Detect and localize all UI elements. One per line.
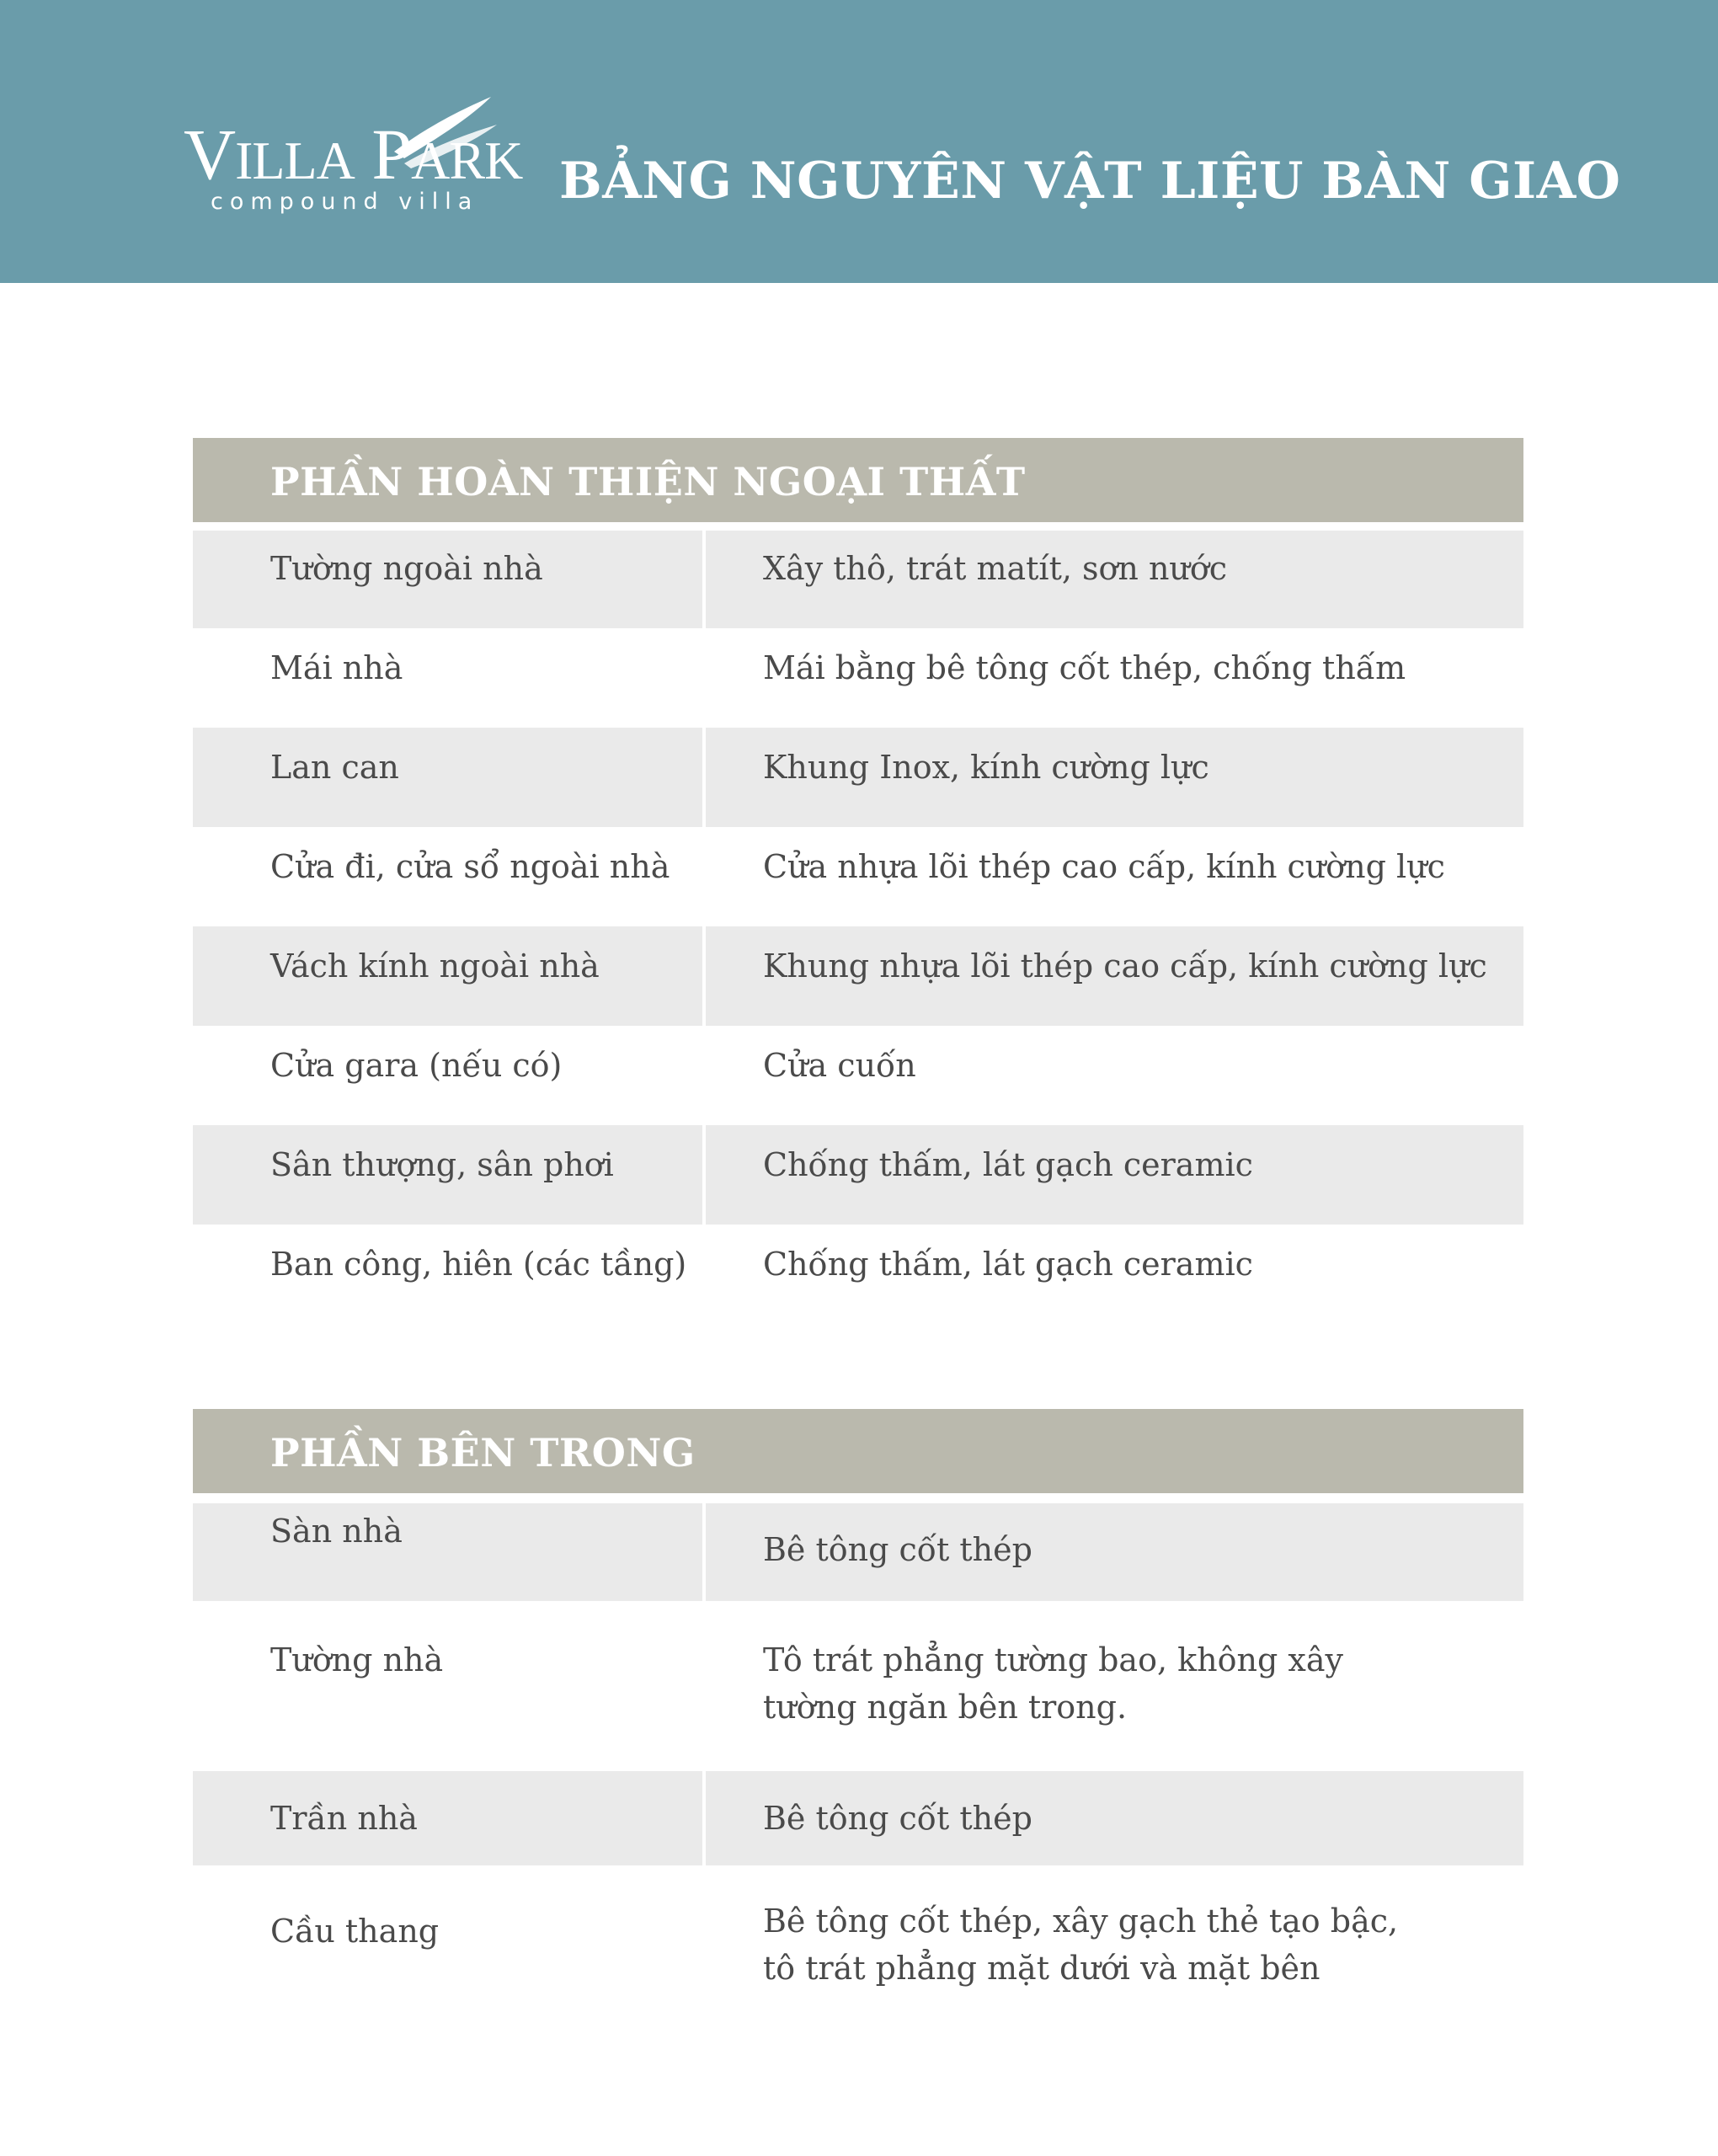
- document-title: BẢNG NGUYÊN VẬT LIỆU BÀN GIAO: [559, 152, 1621, 211]
- row-value: Cửa nhựa lõi thép cao cấp, kính cường lực: [763, 848, 1445, 885]
- row-value: Bê tông cốt thép: [763, 1800, 1032, 1837]
- page-header: [0, 0, 1718, 283]
- row-label: Tường ngoài nhà: [270, 550, 543, 587]
- table-row: [193, 531, 1523, 628]
- table-row: [193, 1125, 1523, 1225]
- section-title: PHẦN BÊN TRONG: [193, 1409, 1523, 1493]
- row-value: Chống thấm, lát gạch ceramic: [763, 1146, 1253, 1183]
- row-value: Khung Inox, kính cường lực: [763, 749, 1209, 786]
- table-row: [193, 728, 1523, 827]
- row-label: Cầu thang: [270, 1913, 440, 1950]
- row-label: Vách kính ngoài nhà: [270, 947, 600, 985]
- exterior-section: [193, 438, 1523, 1324]
- row-label: Cửa đi, cửa sổ ngoài nhà: [270, 848, 670, 885]
- villa-park-logo: [184, 93, 523, 219]
- row-value: Khung nhựa lõi thép cao cấp, kính cường lực: [763, 947, 1487, 985]
- table-row: [193, 1601, 1523, 1771]
- table-row: [193, 1225, 1523, 1324]
- row-label: Trần nhà: [270, 1800, 418, 1837]
- row-value: Mái bằng bê tông cốt thép, chống thấm: [763, 649, 1406, 686]
- row-label: Ban công, hiên (các tầng): [270, 1246, 687, 1283]
- logo-tagline: compound villa: [211, 189, 479, 215]
- row-label: Tường nhà: [270, 1641, 444, 1678]
- table-row: [193, 1026, 1523, 1125]
- row-label: Lan can: [270, 749, 399, 786]
- interior-section: [193, 1409, 1523, 2017]
- row-label: Cửa gara (nếu có): [270, 1047, 563, 1084]
- table-row: [193, 1503, 1523, 1601]
- row-label: Mái nhà: [270, 649, 403, 686]
- table-row: [193, 926, 1523, 1026]
- row-value: Bê tông cốt thép: [763, 1531, 1032, 1568]
- row-value: Xây thô, trát matít, sơn nước: [763, 550, 1228, 587]
- table-row: [193, 1865, 1523, 2017]
- table-row: [193, 628, 1523, 728]
- row-value: Cửa cuốn: [763, 1047, 916, 1084]
- table-row: [193, 1771, 1523, 1865]
- row-value: Chống thấm, lát gạch ceramic: [763, 1246, 1253, 1283]
- row-label: Sân thượng, sân phơi: [270, 1146, 614, 1183]
- table-row: [193, 827, 1523, 926]
- row-label: Sàn nhà: [270, 1513, 403, 1550]
- logo-wordmark: VILLA PARK: [184, 114, 523, 195]
- row-value: Bê tông cốt thép, xây gạch thẻ tạo bậc, tô trát phẳng mặt dưới và mặt bên: [763, 1903, 1399, 1987]
- section-title: PHẦN HOÀN THIỆN NGOẠI THẤT: [193, 438, 1523, 522]
- row-value: Tô trát phẳng tường bao, không xây tường ngăn bên trong.: [763, 1641, 1343, 1726]
